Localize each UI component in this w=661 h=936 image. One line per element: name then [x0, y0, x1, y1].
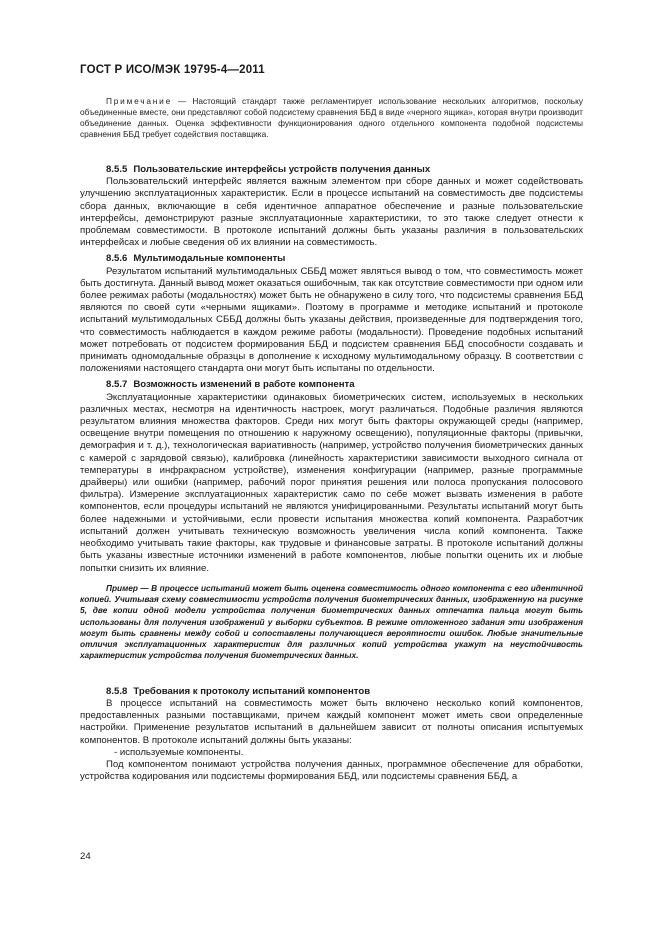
note-label: Примечание: [106, 96, 173, 106]
document-body: [80, 96, 583, 783]
list-item: - используемые компоненты.: [114, 746, 244, 758]
paragraph-8-5-5: Пользовательский интерфейс является важным элементом при сборе данных и может содействовать улучшению эксплуатационных характеристик. Если в процессе испытаний на совместимость две подсистемы сбора данных, включающие в себя идентичное аппаратное обеспечение и разные пользовательские интерфейсы, демонстрируют разные эксплуатационные характеристики, то это также следует отнести к проблемам совместимости. В протоколе испытаний должны быть указаны различия в пользовательских интерфейсах и любые сведения об их влиянии на совместимость.: [80, 176, 583, 249]
paragraph-8-5-8-continued: Под компонентом понимают устройства получения данных, программное обеспечение для обработки, устройства кодирования или подсистемы формирования ББД, или подсистемы сравнения ББД, а: [80, 759, 583, 783]
heading-number: 8.5.8: [106, 685, 128, 697]
heading-title: Требования к протоколу испытаний компонентов: [133, 685, 371, 697]
heading-number: 8.5.6: [106, 253, 128, 265]
note-text: — Настоящий стандарт также регламентирует использование нескольких алгоритмов, поскольку объединенные вместе, они представляют собой подсистему сравнения ББД в виде «черного ящика», которая внутри производит объединение данных. Оценка эффективности функционирования одного отдельного компонента подобной подсистемы сравнения ББД требует содействия поставщика.: [80, 96, 583, 139]
page-number: 24: [80, 851, 91, 862]
heading-title: Возможность изменений в работе компонента: [133, 379, 355, 391]
heading-8-5-7: [80, 379, 583, 391]
heading-8-5-8: [80, 686, 583, 698]
heading-title: Мультимодальные компоненты: [133, 253, 286, 265]
paragraph-8-5-7: Эксплуатационные характеристики одинаковых биометрических систем, используемых в нескольких различных местах, несмотря на идентичность настроек, могут различаться. Подобные различия являются результатом влияния множества факторов. Среди них могут быть факторы окружающей среды (например, освещение внутри помещения по отношению к наружному освещению), популяционные факторы (привычки, демография и т. д.), технологическая вариативность (например, устройство получения биометрических данных с камерой с зарядовой связью), калибровка (линейность характеристики зависимости выходного сигнала от температуры в инфракрасном устройстве), изменения конфигурации (например, разные программные драйверы) или ошибки (например, рабочий порог принятия решения или полоса пропускания полосового фильтра). Измерение эксплуатационных характеристик само по себе может вызвать изменения в работе компонентов, если процедуры испытаний не являются унифицированными. Результаты испытаний могут быть более надежными и устойчивыми, если провести испытания множества копий компонента. Разработчик испытаний должен учитывать техническую возможность увеличения числа копий компонента. Также необходимо учитывать такие факторы, как трудовые и финансовые затраты. В протоколе испытаний должны быть указаны известные источники изменений в работе компонентов, любые попытки оценить их и любые попытки снизить их влияние.: [80, 391, 583, 574]
heading-8-5-5: [80, 164, 583, 176]
note-paragraph: [80, 96, 583, 140]
example-paragraph: Пример — В процессе испытаний может быть оценена совместимость одного компонента с его идентичной копией. Учитывая схему совместимости устройств получения биометрических данных, изображенную на рисунке 5, две копии одной модели устройства получения биометрических данных отпечатка пальца могут быть использованы для получения изображений у выборки субъектов. В режиме отложенного задания эти изображения могут быть сравнены между собой и сопоставлены получающиеся вероятности ошибок. Любые значительные отличия эксплуатационных характеристик для различных копий устройства укажут на неустойчивость характеристик устройства получения биометрических данных.: [80, 582, 583, 661]
paragraph-8-5-6: Результатом испытаний мультимодальных СББД может являться вывод о том, что совместимость может быть достигнута. Данный вывод может оказаться ошибочным, так как отсутствие совместимости при одном или более режимах работы (модальностях) может быть не обнаружено в силу того, что подсистемы сравнения ББД являются по своей сути «черными ящиками». Поэтому в программе и методике испытаний и протоколе испытаний мультимодальных СББД должны быть указаны действия, произведенные для подтверждения того, что совместимость наблюдается в каждом режиме работы (модальности). Проведение подобных испытаний может потребовать от подсистем формирования ББД и подсистем сравнения ББД способности создавать и принимать одномодальные образцы в дополнение к исходному мультимодальному образцу. В соответствии с положениями настоящего стандарта они могут быть испытаны по отдельности.: [80, 265, 583, 375]
paragraph-8-5-8: В процессе испытаний на совместимость может быть включено несколько копий компонентов, предоставленных разными поставщиками, причем каждый компонент может иметь свои определенные настройки. Применение результатов испытаний в дальнейшем зависит от полноты описания испытуемых компонентов. В протоколе испытаний должны быть указаны:: [80, 697, 583, 746]
heading-number: 8.5.5: [106, 164, 128, 175]
heading-title: Пользовательские интерфейсы устройств получения данных: [133, 164, 431, 175]
heading-number: 8.5.7: [106, 379, 128, 391]
heading-8-5-6: [80, 253, 583, 265]
document-header: ГОСТ Р ИСО/МЭК 19795-4—2011: [80, 64, 265, 76]
